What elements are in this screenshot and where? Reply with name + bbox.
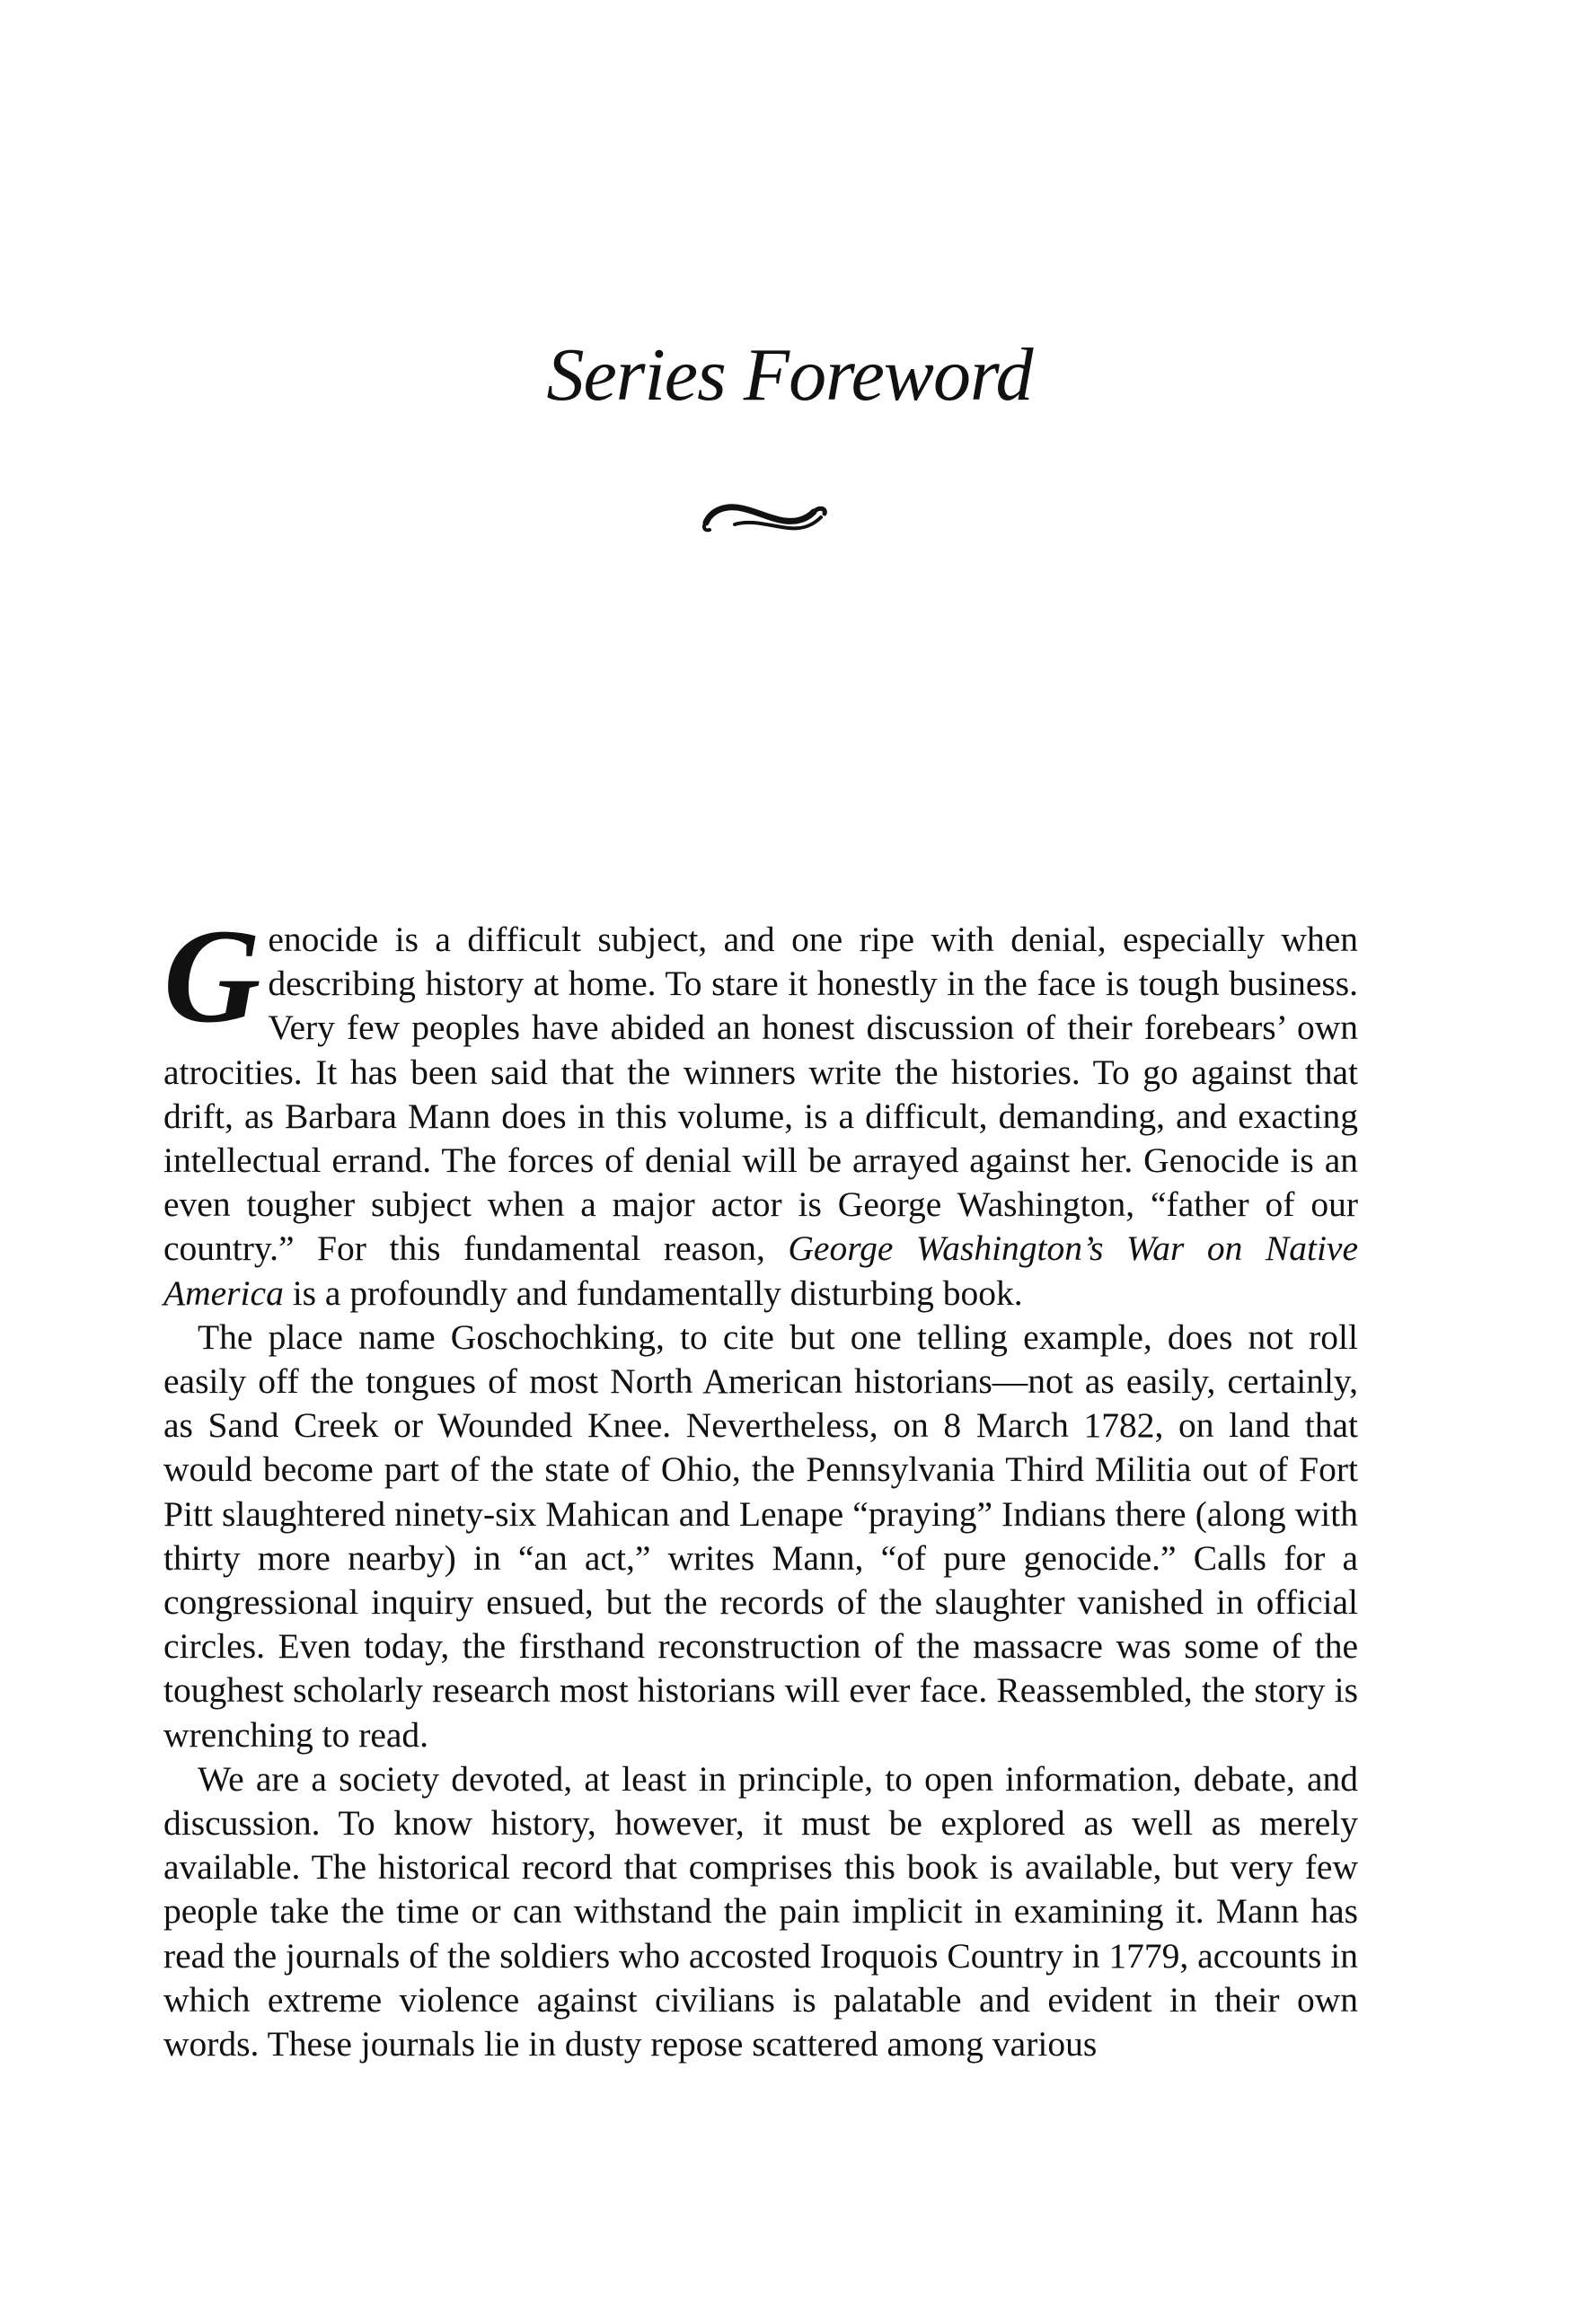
- paragraph-1-text-b: is a profoundly and fundamentally disturbing book.: [283, 1272, 1023, 1313]
- book-title: George Washington’s War on Native America: [163, 1228, 1358, 1313]
- flourish-ornament-icon: [699, 485, 834, 539]
- page-title: Series Foreword: [546, 333, 1033, 417]
- paragraph-1: [163, 902, 1358, 1316]
- paragraph-1-text-a: enocide is a difficult subject, and one ripe with denial, especially when describing history at home. To stare it honestly in the face is tough business. Very few peoples have abided an honest discussion of their forebears’ own atrocities. It has been said that the winners write the histories. To go against that drift, as Barbara Mann does in this volume, is a difficult, demanding, and exacting intellectual errand. The forces of denial will be arrayed against her. Genocide is an even tougher subject when a major actor is George Washington, “father of our country.” For this fundamental reason,: [163, 920, 1358, 1269]
- paragraph-2: The place name Goschochking, to cite but one telling example, does not roll easily off the tongues of most North American historians—not as easily, certainly, as Sand Creek or Wounded Knee. Nevertheless, on 8 March 1782, on land that would become part of the state of Ohio, the Pennsylvania Third Militia out of Fort Pitt slaughtered ninety-six Mahican and Lenape “praying” Indians there (along with thirty more nearby) in “an act,” writes Mann, “of pure genocide.” Calls for a congressional inquiry ensued, but the records of the slaughter vanished in official circles. Even today, the firsthand reconstruction of the massacre was some of the toughest scholarly research most historians will ever face. Reassembled, the story is wrenching to read.: [163, 1316, 1358, 1755]
- drop-cap: G: [163, 902, 261, 1051]
- paragraph-3: We are a society devoted, at least in principle, to open information, debate, and discussion. To know history, however, it must be explored as well as merely available. The historical record that comprises this book is available, but very few people take the time or can withstand the pain implicit in examining it. Mann has read the journals of the soldiers who accosted Iroquois Country in 1779, accounts in which extreme violence against civilians is palatable and evident in their own words. These journals lie in dusty repose scattered among various: [163, 1758, 1358, 2064]
- foreword-body: [163, 902, 1358, 2066]
